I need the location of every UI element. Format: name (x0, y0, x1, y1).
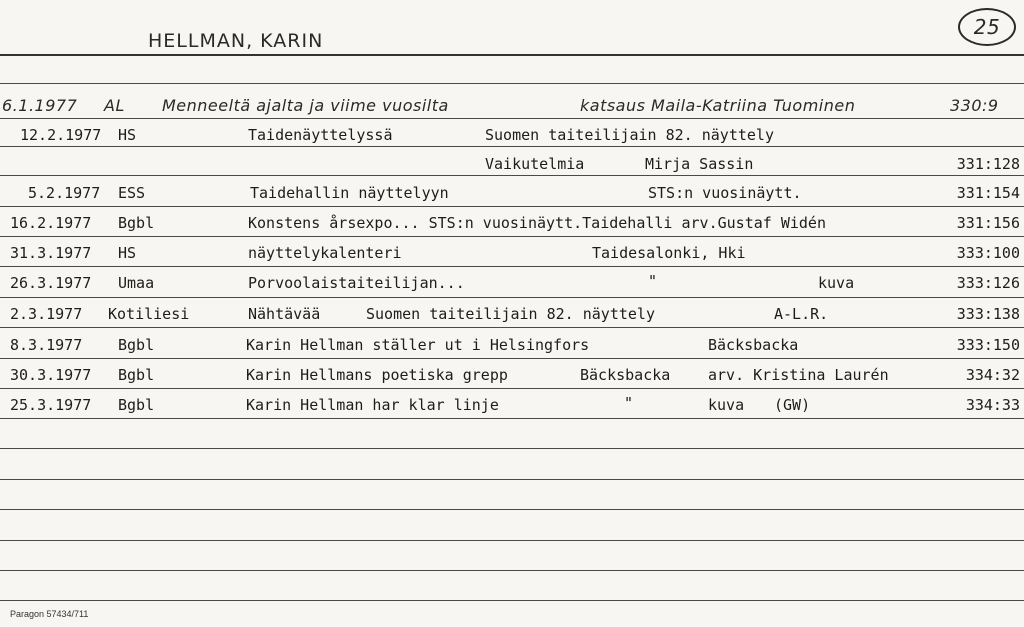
entry-source: Kotiliesi (108, 305, 190, 323)
entry-col3: (GW) (774, 396, 811, 414)
entry-col3: A-L.R. (774, 305, 829, 323)
entry-title: Taidenäyttelyssä (248, 126, 393, 144)
entry-col2: arv. Kristina Laurén (708, 366, 889, 384)
rule-line (0, 236, 1024, 237)
rule-line (0, 146, 1024, 147)
entry-col1: Suomen taiteilijain 82. näyttely (366, 305, 655, 323)
entry-title: Karin Hellman ställer ut i Helsingfors (246, 336, 590, 354)
hand-entry-date: 6.1.1977 (2, 96, 78, 115)
rule-line (0, 570, 1024, 571)
entry-date: 31.3.1977 (10, 244, 92, 262)
rule-line (0, 448, 1024, 449)
hand-entry-note: katsaus Maila-Katriina Tuominen (580, 96, 856, 115)
card-footer: Paragon 57434/711 (10, 609, 89, 619)
entry-source: Bgbl (118, 214, 155, 232)
rule-line (0, 418, 1024, 419)
rule-line (0, 83, 1024, 84)
entry-ref: 333:150 (956, 336, 1020, 354)
entry-ref: 333:100 (956, 244, 1020, 262)
entry-col1: Suomen taiteilijain 82. näyttely (485, 126, 774, 144)
header-rule (0, 54, 1024, 56)
rule-line (0, 600, 1024, 601)
entry-date: 5.2.1977 (28, 184, 101, 202)
entry-source: HS (118, 244, 137, 262)
entry-col2: Mirja Sassin (645, 155, 754, 173)
hand-entry-ref: 330:9 (950, 96, 999, 115)
entry-source: Umaa (118, 274, 155, 292)
rule-line (0, 388, 1024, 389)
entry-title: Konstens årsexpo... STS:n vuosinäytt.Taidehalli arv.Gustaf Widén (248, 214, 826, 232)
rule-line (0, 206, 1024, 207)
entry-col1: Bäcksbacka (580, 366, 671, 384)
entry-title: Taidehallin näyttelyyn (250, 184, 449, 202)
entry-col2: Bäcksbacka (708, 336, 799, 354)
entry-date: 25.3.1977 (10, 396, 92, 414)
entry-ref: 333:138 (956, 305, 1020, 323)
rule-line (0, 297, 1024, 298)
entry-source: Bgbl (118, 366, 155, 384)
entry-ref: 331:156 (956, 214, 1020, 232)
entry-date: 16.2.1977 (10, 214, 92, 232)
hand-entry-source: AL (104, 96, 125, 115)
entry-title: Nähtävää (248, 305, 321, 323)
entry-col2: STS:n vuosinäytt. (648, 184, 802, 202)
entry-ditto: " (648, 272, 658, 290)
entry-ref: 334:33 (965, 396, 1020, 414)
rule-line (0, 509, 1024, 510)
entry-source: ESS (118, 184, 146, 202)
entry-source: HS (118, 126, 137, 144)
rule-line (0, 266, 1024, 267)
entry-date: 12.2.1977 (20, 126, 102, 144)
entry-source: Bgbl (118, 336, 155, 354)
entry-date: 26.3.1977 (10, 274, 92, 292)
entry-date: 30.3.1977 (10, 366, 92, 384)
entry-ref: 333:126 (956, 274, 1020, 292)
card-number-circled: 25 (958, 8, 1016, 46)
entry-title: Porvoolaistaiteilijan... (248, 274, 465, 292)
entry-date: 2.3.1977 (10, 305, 83, 323)
entry-source: Bgbl (118, 396, 155, 414)
rule-line (0, 118, 1024, 119)
hand-entry-title: Menneeltä ajalta ja viime vuosilta (162, 96, 449, 115)
entry-col3: kuva (818, 274, 855, 292)
entry-col2: kuva (708, 396, 745, 414)
rule-line (0, 327, 1024, 328)
entry-title: näyttelykalenteri (248, 244, 402, 262)
rule-line (0, 479, 1024, 480)
entry-title: Karin Hellmans poetiska grepp (246, 366, 508, 384)
rule-line (0, 175, 1024, 176)
card-name: HELLMAN, KARIN (148, 30, 324, 52)
rule-line (0, 358, 1024, 359)
entry-ref: 331:154 (956, 184, 1020, 202)
entry-ditto: " (624, 394, 634, 412)
rule-line (0, 540, 1024, 541)
entry-col1: Vaikutelmia (485, 155, 585, 173)
entry-ref: 331:128 (956, 155, 1020, 173)
entry-col2: Taidesalonki, Hki (592, 244, 746, 262)
entry-title: Karin Hellman har klar linje (246, 396, 499, 414)
entry-date: 8.3.1977 (10, 336, 83, 354)
entry-ref: 334:32 (965, 366, 1020, 384)
